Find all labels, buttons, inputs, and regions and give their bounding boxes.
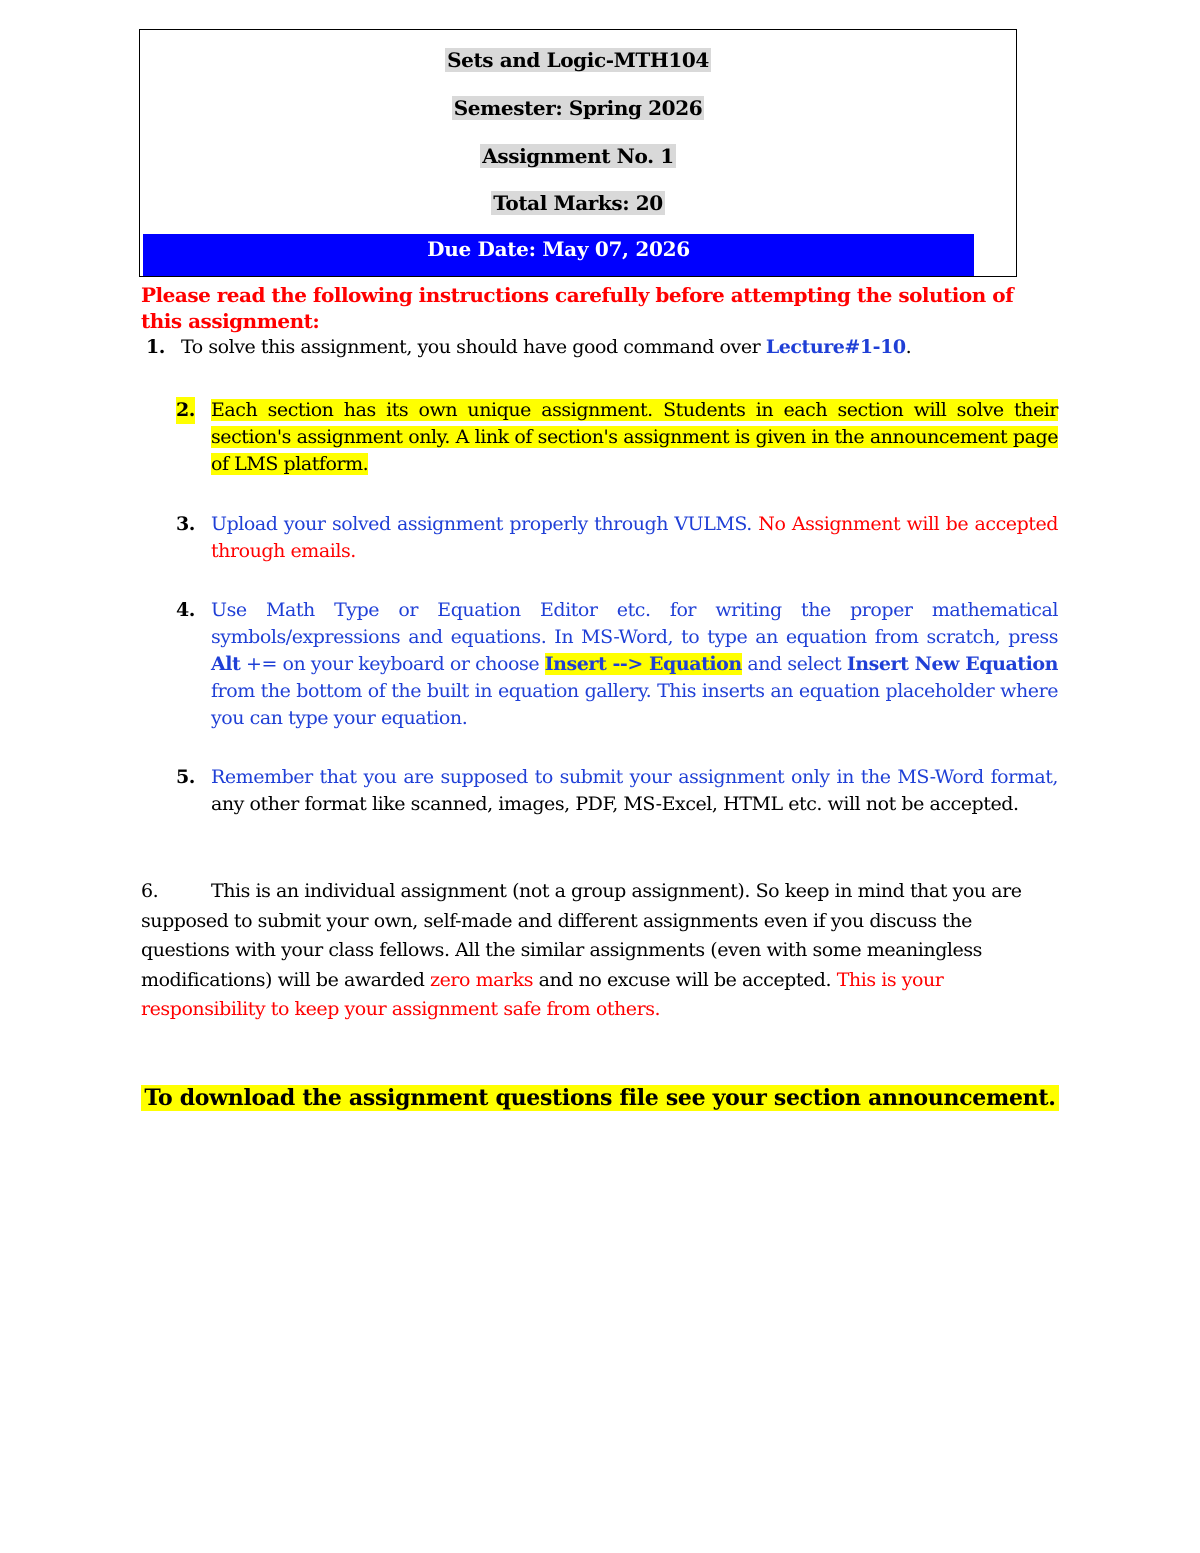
item-text — [181, 334, 1021, 361]
item-text-part: This is an individual assignment (not a group assignment). So keep in mind that you are supposed to submit your own, self-made and different assignments even if you discuss the questions with your class fellows. All the similar assignments (even with some meaningless modifications) will be awarded — [141, 880, 1022, 991]
item-text-part: any other format like scanned, images, PDF, MS-Excel, HTML etc. will not be accepted. — [211, 793, 1019, 815]
item-text-part: Upload your solved assignment properly through VULMS. — [211, 513, 759, 535]
item-text-warning: No Assignment will be accepted through emails. — [211, 513, 1058, 562]
item-text-part: . — [905, 336, 912, 358]
instruction-item-4 — [176, 597, 1058, 737]
responsibility-warning: This is your responsibility to keep your assignment safe from others. — [141, 968, 944, 1020]
instruction-item-5 — [176, 764, 1058, 848]
total-marks — [140, 191, 1016, 215]
item-text-part: from the bottom of the built in equation gallery. This inserts an equation placeholder where you can type your equation. — [211, 680, 1058, 729]
instructions-intro: Please read the following instructions carefully before attempting the solution of this assignment: — [141, 283, 1014, 333]
course-title-text: Sets and Logic-MTH104 — [447, 48, 709, 72]
zero-marks-warning: zero marks — [430, 968, 534, 991]
assignment-number-text: Assignment No. 1 — [482, 144, 674, 168]
item-text — [211, 397, 1058, 478]
item-text — [211, 764, 1058, 818]
menu-path: Insert --> Equation — [544, 653, 742, 675]
item-number: 3. — [176, 513, 195, 535]
lecture-range: Lecture#1-10 — [765, 336, 906, 358]
item-text-part: To solve this assignment, you should have good command over — [181, 336, 766, 358]
item-text-part: += on your keyboard or choose — [240, 653, 545, 675]
item-number: 1. — [146, 336, 165, 358]
instruction-item-2 — [176, 397, 1058, 481]
item-text-part: Use Math Type or Equation Editor etc. for writing the proper mathematical symbols/expressions and equations. In MS-Word, to type an equation from scratch, press — [211, 599, 1058, 648]
item-number: 2. — [176, 397, 195, 424]
instruction-item-3 — [176, 511, 1058, 567]
total-marks-text: Total Marks: 20 — [493, 191, 663, 215]
header-box — [139, 29, 1017, 277]
assignment-number — [140, 144, 1016, 168]
item-text-part: and select — [741, 653, 847, 675]
course-title — [140, 48, 1016, 72]
instruction-item-6 — [141, 877, 1051, 1025]
keyboard-shortcut: Alt — [211, 653, 241, 675]
download-note — [0, 1085, 1200, 1111]
menu-command: Insert New Equation — [846, 653, 1058, 675]
download-note-text: To download the assignment questions file see your section announcement. — [141, 1085, 1058, 1111]
item-text-part: Remember that you are supposed to submit your assignment only in the MS-Word format, — [211, 766, 1058, 788]
item-number: 4. — [176, 599, 195, 621]
item-text — [211, 511, 1058, 565]
semester-text: Semester: Spring 2026 — [453, 96, 703, 120]
item-text-highlighted: Each section has its own unique assignment. Students in each section will solve their section's assignment only. A link of section's assignment is given in the announcement page of LMS platform. — [211, 399, 1058, 475]
item-number: 5. — [176, 766, 195, 788]
semester — [140, 96, 1016, 120]
due-date-bar: Due Date: May 07, 2026 — [143, 234, 974, 276]
item-text-part: and no excuse will be accepted. — [533, 968, 837, 991]
item-text — [211, 597, 1058, 732]
item-number: 6. — [141, 880, 159, 902]
